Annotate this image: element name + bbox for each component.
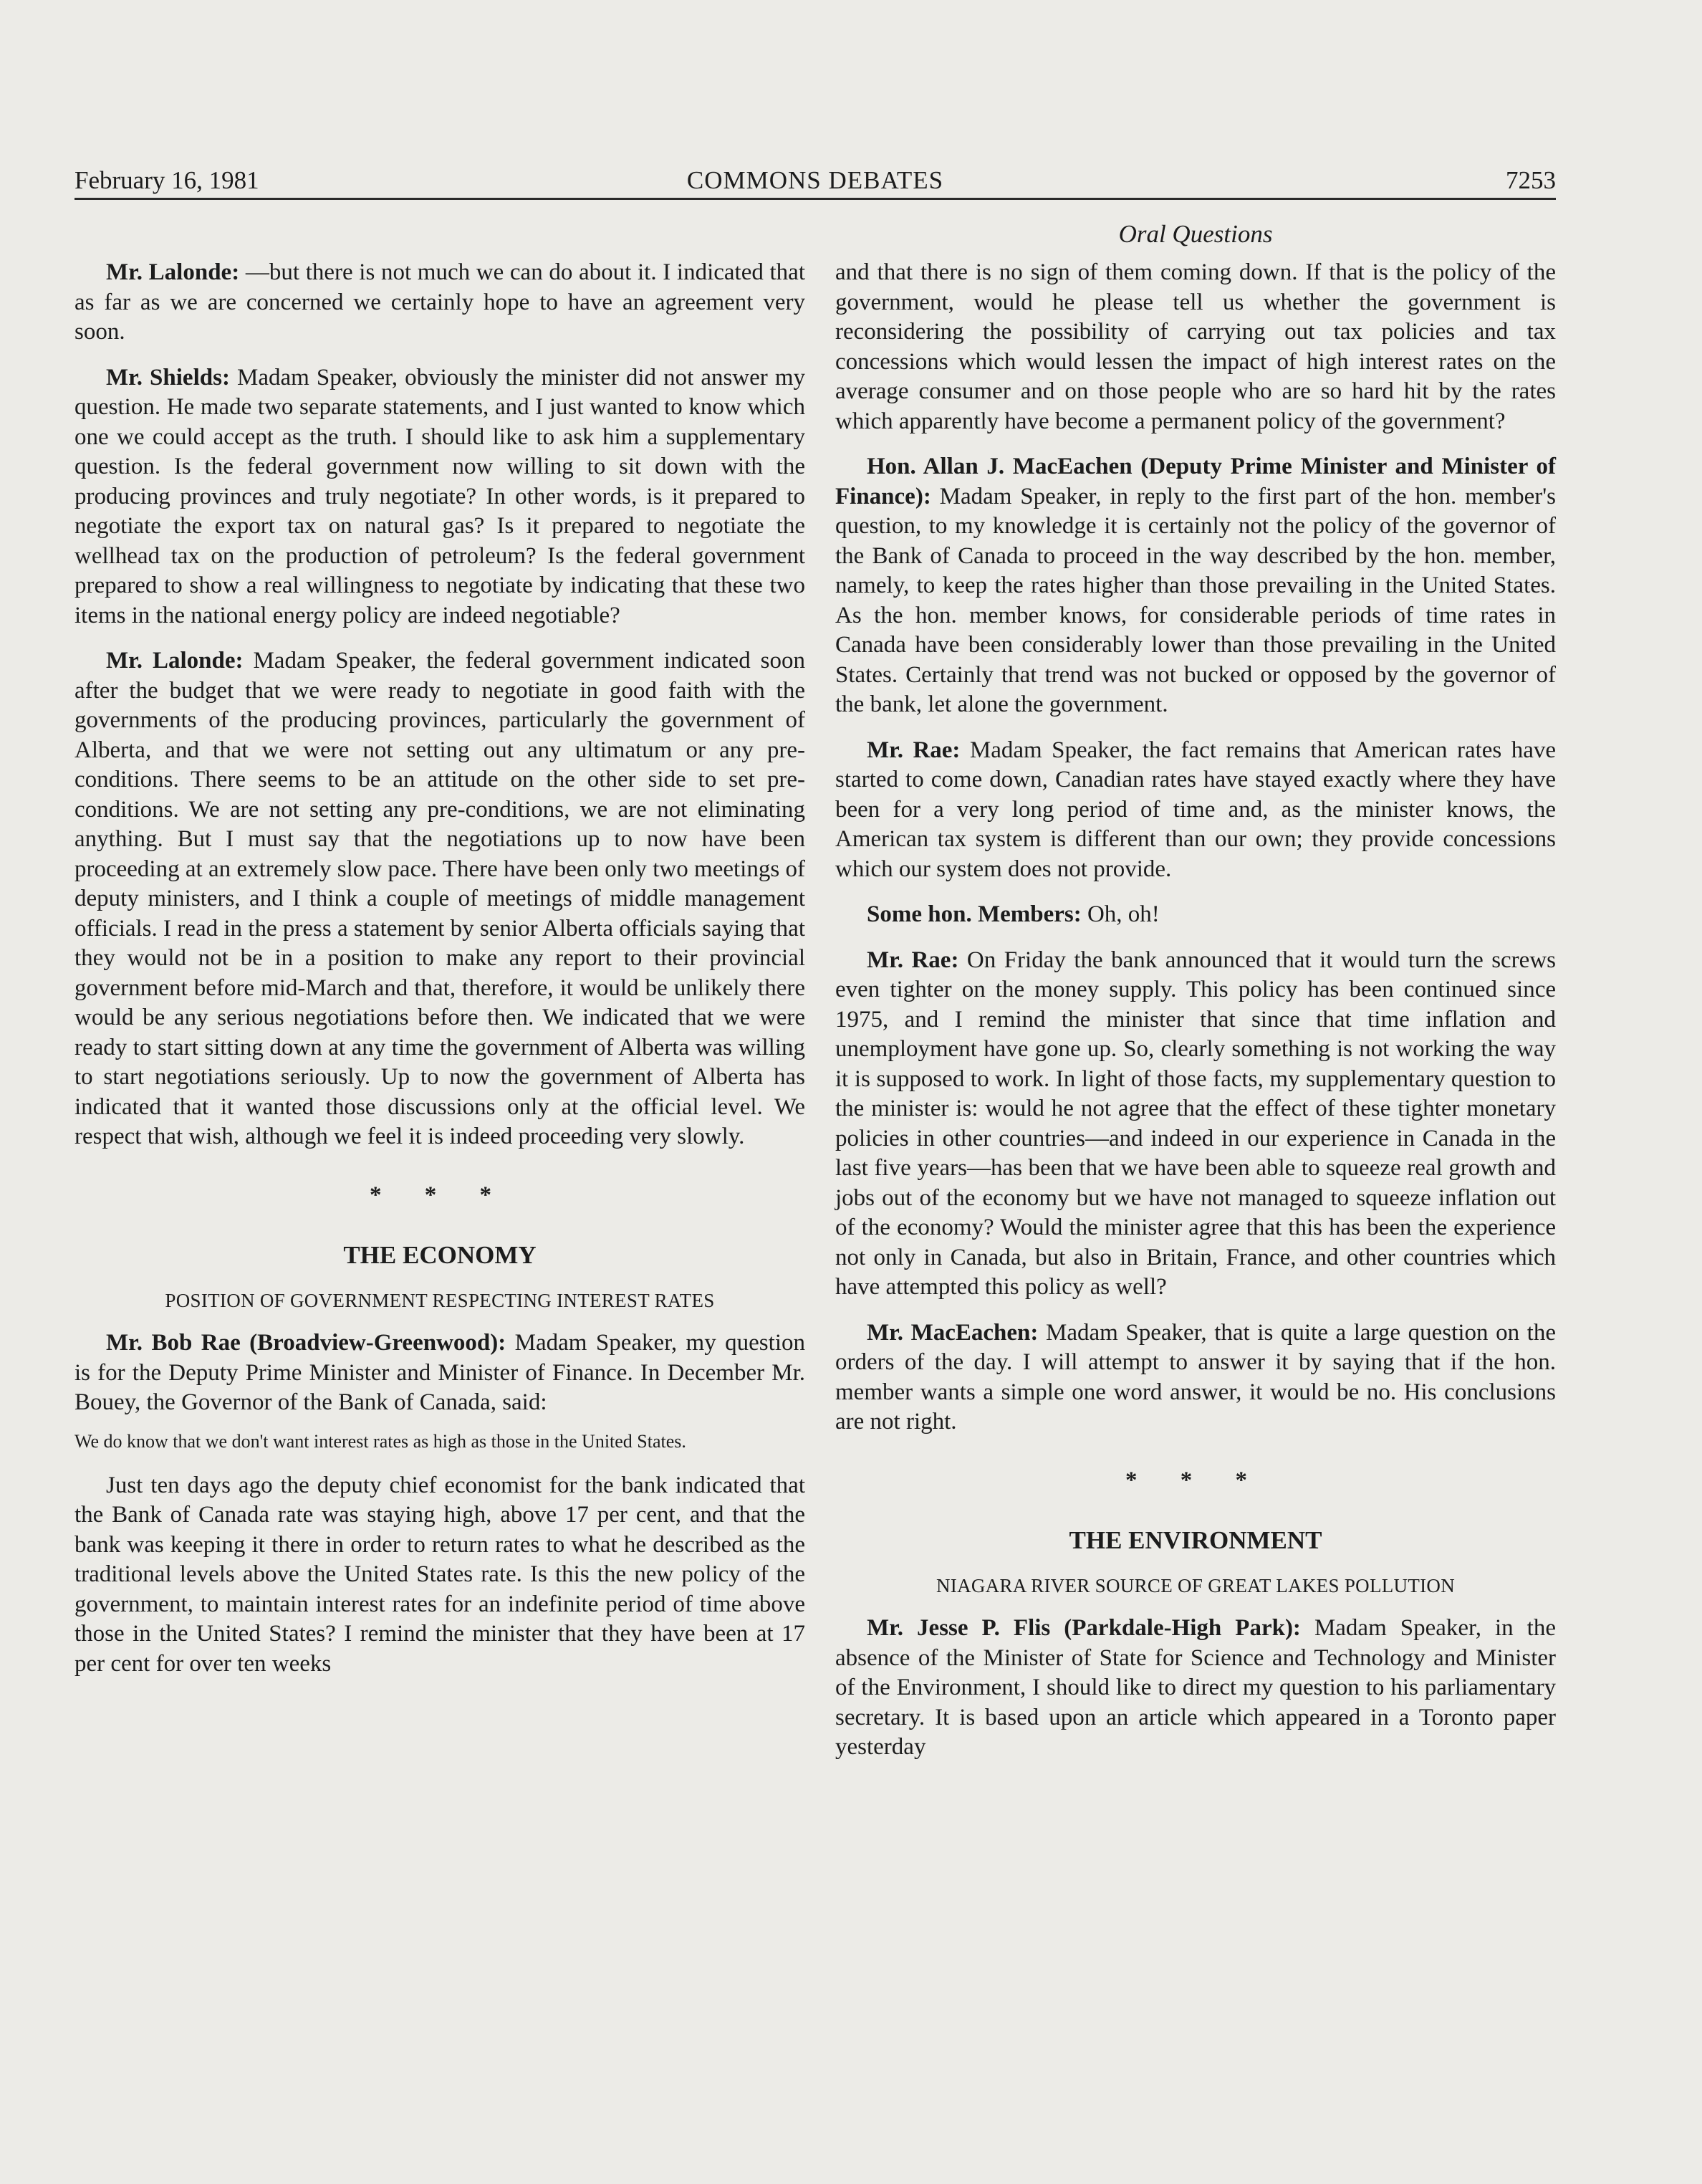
section-heading: THE ECONOMY: [343, 1241, 537, 1269]
speaker-name: Hon. Allan J. MacEachen (Deputy Prime Minister and Minister of Finance):: [835, 454, 1556, 509]
speaker-name: Some hon. Members:: [867, 901, 1082, 927]
paragraph: [835, 1318, 1556, 1437]
speech-text: Oh, oh!: [1081, 901, 1160, 927]
subsection-heading: POSITION OF GOVERNMENT RESPECTING INTEREST RATES: [165, 1289, 715, 1311]
speaker-name: Mr. Shields:: [106, 364, 230, 391]
quotation: We do know that we don't want interest rates as high as those in the United States.: [74, 1430, 686, 1452]
speech-text: Madam Speaker, my question is for the Deputy Prime Minister and Minister of Finance. In December Mr. Bouey, the Governor of the Bank of Canada, said:: [74, 1330, 805, 1415]
paragraph: [74, 363, 805, 631]
paragraph: [74, 646, 805, 1152]
page-number: 7253: [1506, 166, 1556, 194]
paragraph: [835, 946, 1556, 1303]
speech-text: Madam Speaker, obviously the minister did not answer my question. He made two separate statements, and I just wanted to know which one we could accept as the truth. I should like to ask him a supplementary question. Is the federal government now willing to sit down with the producing provinces and truly negotiate? In other words, is it prepared to negotiate the export tax on natural gas? Is it prepared to negotiate the wellhead tax on the production of petroleum? Is the federal government prepared to show a real willingness to negotiate by indicating that these two items in the national energy policy are indeed negotiable?: [74, 364, 805, 628]
speech-text: Madam Speaker, in reply to the first part of the hon. member's question, to my knowledge it is certainly not the policy of the governor of the Bank of Canada to proceed in the way described by the hon. member, namely, to keep the rates higher than those prevailing in the United States. As the hon. member knows, for considerable periods of time rates in Canada have been considerably lower than those prevailing in the United States. Certainly that trend was not bucked or opposed by the governor of the bank, let alone the government.: [835, 483, 1556, 717]
paragraph: [835, 736, 1556, 885]
speech-text: Madam Speaker, in the absence of the Minister of State for Science and Technology and Minister of the Environment, I should like to direct my question to his parliamentary secretary. It is based upon an article which appeared in a Toronto paper yesterday: [835, 1615, 1556, 1760]
paragraph: [74, 1328, 805, 1418]
speaker-name: Mr. MacEachen:: [867, 1319, 1039, 1346]
header-date: February 16, 1981: [74, 166, 259, 194]
header-rule: [74, 198, 1556, 200]
speaker-name: Mr. Rae:: [867, 737, 961, 763]
paragraph: [835, 900, 1556, 930]
speaker-name: Mr. Lalonde:: [106, 648, 244, 674]
speech-text: On Friday the bank announced that it would turn the screws even tighter on the money supply. This policy has been continued since 1975, and I remind the minister that since that time inflation and unemployment have gone up. So, clearly something is not working the way it is supposed to work. In light of those facts, my supplementary question to the minister is: would he not agree that the effect of these tighter monetary policies in other countries—and indeed in our experience in Canada in the last five years—has been that we have been able to squeeze real growth and jobs out of the economy but we have not managed to squeeze inflation out of the economy? Would the minister agree that this has been the experience not only in Canada, but also in Britain, France, and other countries which have attempted this policy as well?: [835, 947, 1556, 1300]
paragraph: [835, 452, 1556, 720]
running-head: Oral Questions: [1118, 220, 1273, 248]
section-heading: THE ENVIRONMENT: [1069, 1526, 1322, 1554]
paragraph: [74, 258, 805, 348]
speaker-name: Mr. Bob Rae (Broadview-Greenwood):: [106, 1330, 506, 1356]
speaker-name: Mr. Rae:: [867, 947, 959, 973]
speaker-name: Mr. Lalonde:: [106, 259, 240, 285]
right-column: [835, 258, 1556, 1778]
paragraph: [835, 1614, 1556, 1763]
header-title: COMMONS DEBATES: [686, 166, 944, 194]
speech-text: Madam Speaker, that is quite a large question on the orders of the day. I will attempt to answer it by saying that if the hon. member wants a simple one word answer, it would be no. His conclusions are not right.: [835, 1319, 1556, 1435]
section-separator: * * *: [1125, 1467, 1266, 1493]
speaker-name: Mr. Jesse P. Flis (Parkdale-High Park):: [867, 1615, 1301, 1641]
speech-text: —but there is not much we can do about it. I indicated that as far as we are concerned we certainly hope to have an agreement very soon.: [74, 259, 805, 345]
paragraph: Just ten days ago the deputy chief economist for the bank indicated that the Bank of Canada rate was staying high, above 17 per cent, and that the bank was keeping it there in order to return rates to what he described as the traditional levels above the United States rate. Is this the new policy of the government, to maintain interest rates for an indefinite period of time above those in the United States? I remind the minister that they have been at 17 per cent for over ten weeks: [74, 1472, 805, 1677]
paragraph-continued: and that there is no sign of them coming down. If that is the policy of the government, would he please tell us whether the government is reconsidering the possibility of carrying out tax policies and tax concessions which would lessen the impact of high interest rates on the average consumer and on those people who are so hard hit by the rates which apparently have become a permanent policy of the government?: [835, 259, 1556, 434]
subsection-heading: NIAGARA RIVER SOURCE OF GREAT LAKES POLLUTION: [936, 1574, 1456, 1596]
page-header: [74, 162, 1556, 199]
speech-text: Madam Speaker, the federal government indicated soon after the budget that we were ready to negotiate in good faith with the governments of the producing provinces, particularly the government of Alberta, and that we were not setting out any ultimatum or any pre-conditions. There seems to be an attitude on the other side to set pre-conditions. We are not setting any pre-conditions, we are not eliminating anything. But I must say that the negotiations up to now have been proceeding at an extremely slow pace. There have been only two meetings of deputy ministers, and I think a couple of meetings of middle management officials. I read in the press a statement by senior Alberta officials saying that they would not be in a position to make any report to their provincial government before mid-March and that, therefore, it would be unlikely there would be any serious negotiations before then. We indicated that we were ready to start sitting down at any time the government of Alberta was willing to start negotiations seriously. Up to now the government of Alberta has indicated that it wanted those discussions only at the official level. We respect that wish, although we feel it is indeed proceeding very slowly.: [74, 648, 805, 1149]
left-column: [74, 258, 805, 1695]
section-separator: * * *: [370, 1182, 510, 1208]
speech-text: Madam Speaker, the fact remains that American rates have started to come down, Canadian rates have stayed exactly where they have been for a very long period of time and, as the minister knows, the American tax system is different than our own; they provide concessions which our system does not provide.: [835, 737, 1556, 882]
